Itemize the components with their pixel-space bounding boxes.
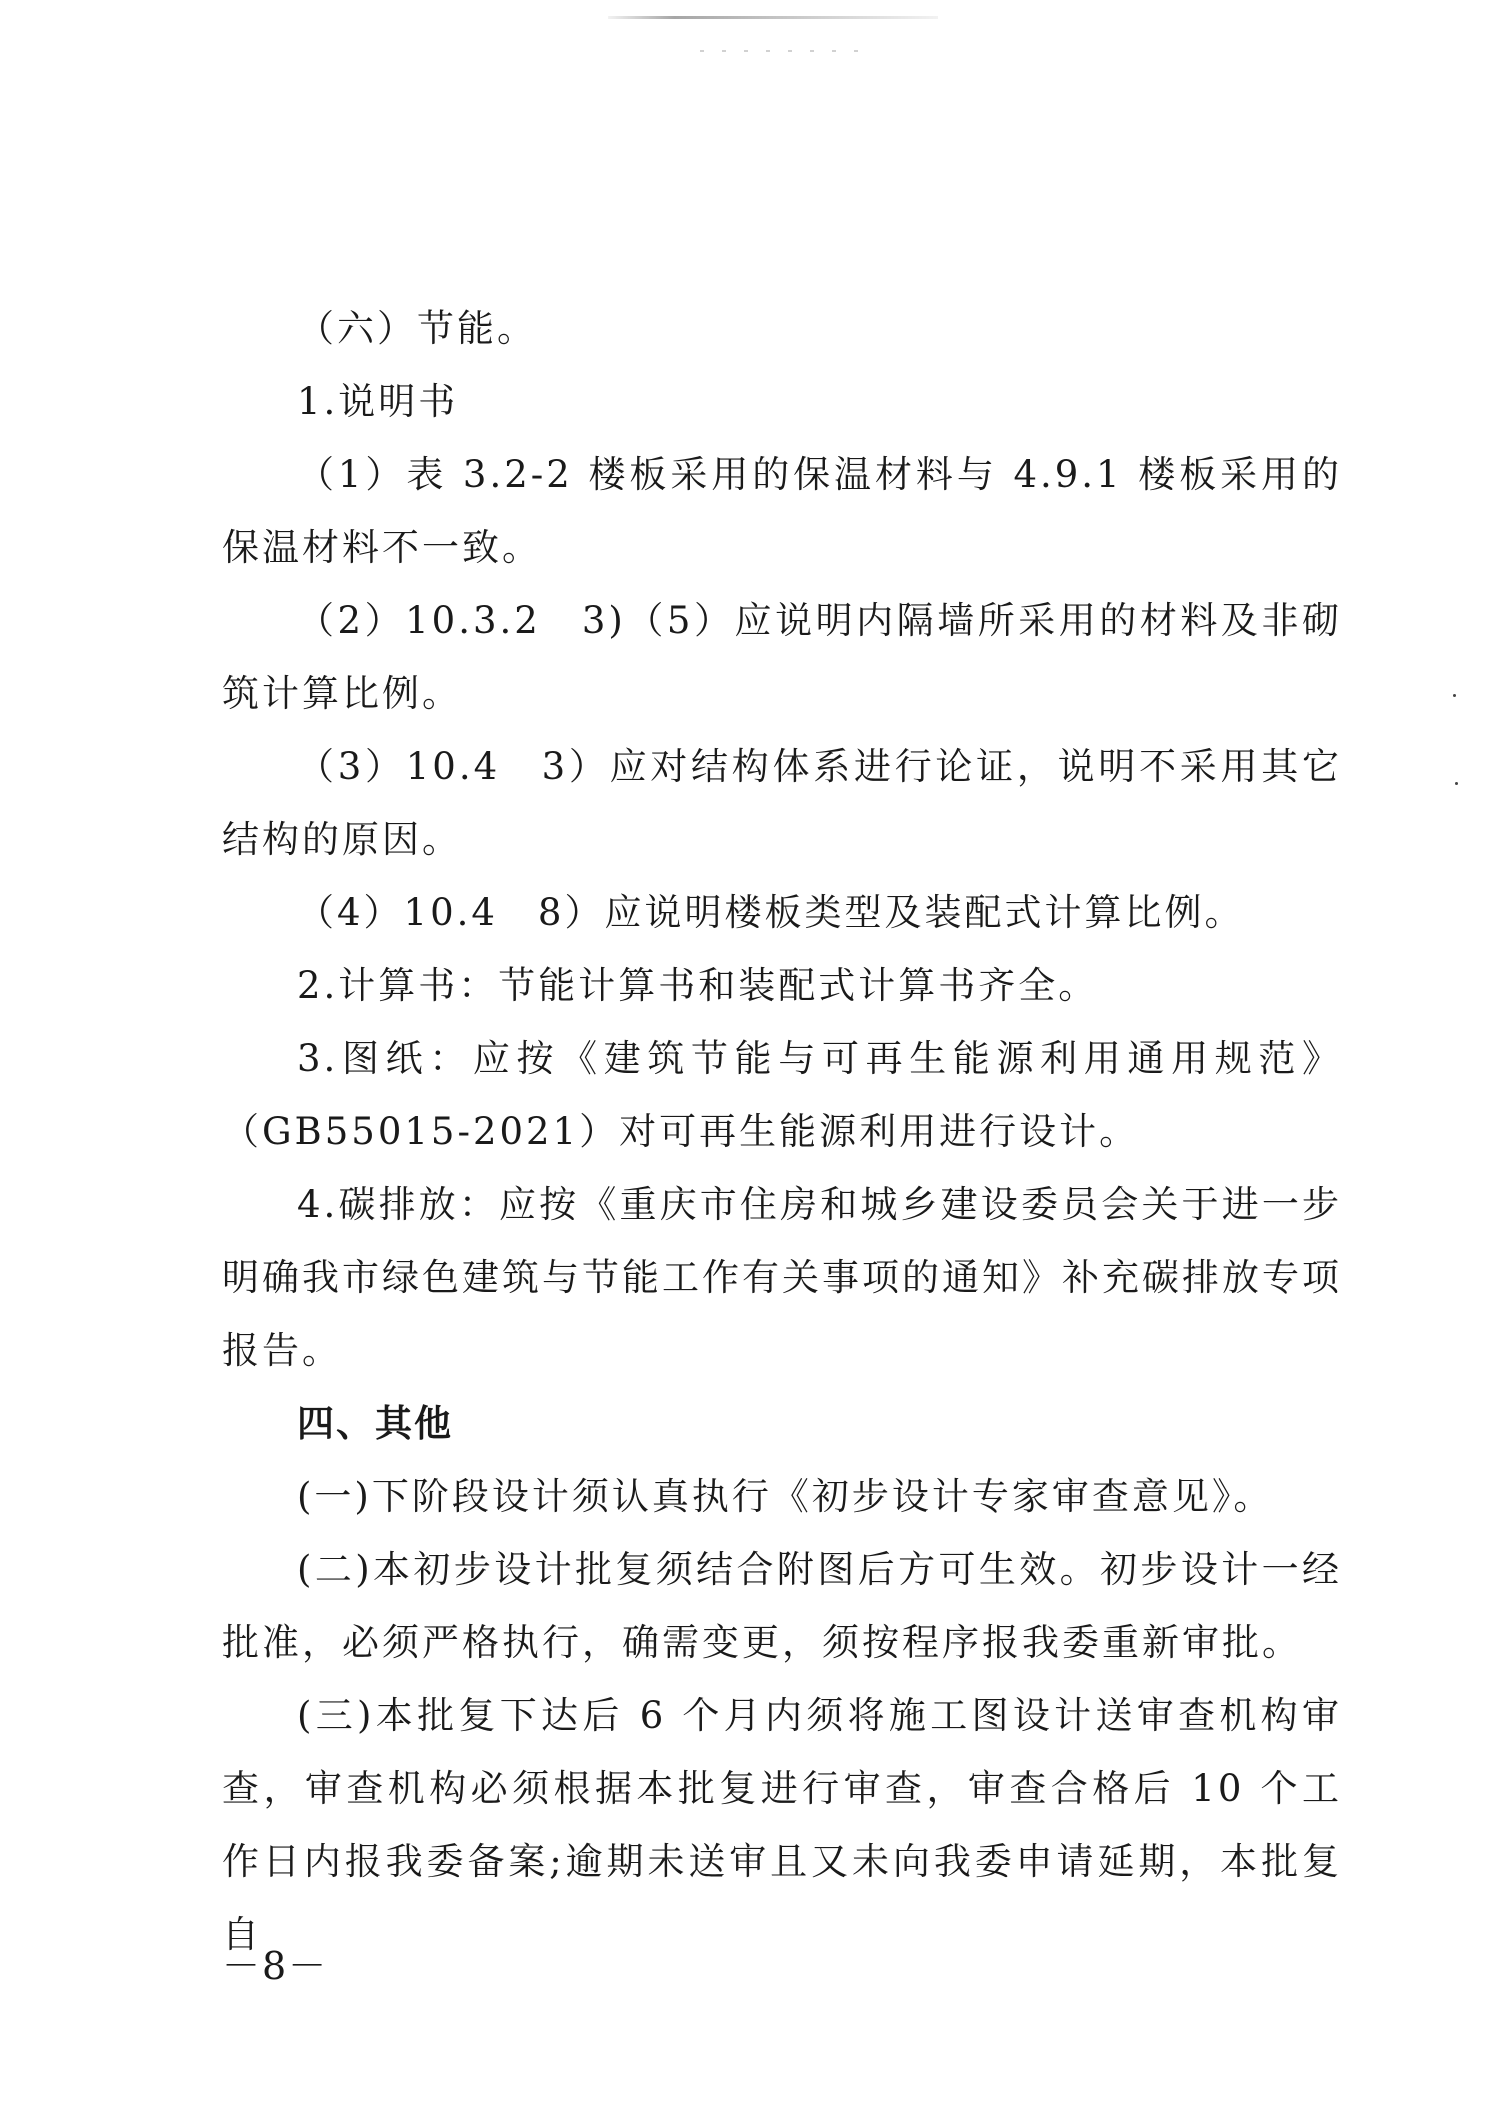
scan-speck: [1453, 694, 1456, 697]
scan-speck: [1455, 782, 1458, 785]
document-body: [222, 292, 1342, 1971]
scan-artifact-dots: [700, 50, 860, 52]
item-specification-1: （1）表 3.2-2 楼板采用的保温材料与 4.9.1 楼板采用的保温材料不一致。: [222, 453, 1342, 569]
other-item-2: (二)本初步设计批复须结合附图后方可生效。初步设计一经批准，必须严格执行，确需变更，须按程序报我委重新审批。: [222, 1548, 1342, 1664]
item-specification-4: （4）10.4 8）应说明楼板类型及装配式计算比例。: [297, 891, 1245, 934]
page-number: －8－: [222, 1944, 329, 1988]
section-title-energy: （六）节能。: [297, 307, 537, 350]
scan-artifact-top: [608, 16, 938, 19]
item-carbon-emission: 4.碳排放：应按《重庆市住房和城乡建设委员会关于进一步明确我市绿色建筑与节能工作有关事项的通知》补充碳排放专项报告。: [222, 1183, 1342, 1372]
item-specification: 1.说明书: [297, 380, 459, 423]
item-drawings: 3.图纸：应按《建筑节能与可再生能源利用通用规范》（GB55015-2021）对可再生能源利用进行设计。: [222, 1037, 1342, 1153]
other-item-1: (一)下阶段设计须认真执行《初步设计专家审查意见》。: [297, 1475, 1274, 1518]
other-item-3: (三)本批复下达后 6 个月内须将施工图设计送审查机构审查，审查机构必须根据本批复进行审查，审查合格后 10 个工作日内报我委备案;逾期未送审且又未向我委申请延期，本批复自: [222, 1694, 1342, 1956]
item-specification-3: （3）10.4 3）应对结构体系进行论证，说明不采用其它结构的原因。: [222, 745, 1342, 861]
item-calculation: 2.计算书：节能计算书和装配式计算书齐全。: [297, 964, 1099, 1007]
section-heading-other: 四、其他: [297, 1402, 453, 1445]
item-specification-2: （2）10.3.2 3)（5）应说明内隔墙所采用的材料及非砌筑计算比例。: [222, 599, 1342, 715]
